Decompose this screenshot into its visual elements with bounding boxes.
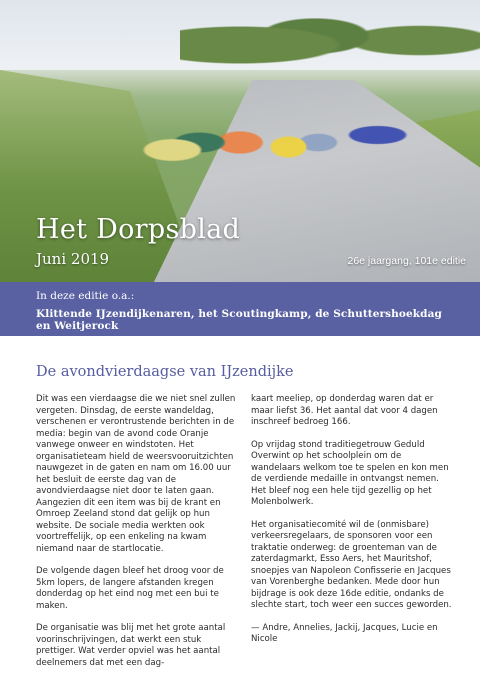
contents-band [0,282,480,336]
contents-label: In deze editie o.a.: [36,290,135,302]
cover-photo [0,0,480,282]
article-signature: — Andre, Annelies, Jackij, Jacques, Lucie en Nicole [251,622,438,644]
paragraph: Het organisatiecomité wil de (onmisbare) verkeersregelaars, de sponsoren voor een traktatie onderweg: de groenteman van de zaterdagmarkt, Esso Aers, het Mauritshof, snoepjes van Napoleon Confisserie en Jacques van Vorenberghe bedanken. Mede door hun bijdrage is ook deze 16de editie, ondanks de slechte start, toch weer een succes geworden. [251,519,452,610]
magazine-title: Het Dorpsblad [36,214,241,245]
paragraph: De organisatie was blij met het grote aantal voorinschrijvingen, dat werkt een stuk prettiger. Wat verder opviel was het aantal deelnemers dat met een dag- [36,623,226,668]
paragraph: Op vrijdag stond traditiegetrouw Geduld Overwint op het schoolplein om de wandelaars welkom toe te spelen en kon men de verdiende medaille in ontvangst nemen. Het bleef nog een hele tijd gezellig op het Molenbolwerk. [251,439,449,507]
article-body [36,394,452,677]
article-title: De avondvierdaagse van IJzendijke [36,364,294,380]
contents-topics: Klittende IJzendijkenaren, het Scoutingkamp, de Schuttershoekdag en Weitjerock [36,308,442,332]
paragraph: kaart meeliep, op donderdag waren dat er maar liefst 36. Het aantal dat voor 4 dagen inschreef bedroeg 166. [251,394,438,427]
paragraph: Dit was een vierdaagse die we niet snel zullen vergeten. Dinsdag, de eerste wandeldag, verschenen er verontrustende berichten in de media: begin van de avond code Oranje vanwege onweer en windstoten. Het organisatieteam hield de weersvooruitzichten nauwgezet in de gaten en nam om 16.00 uur het besluit de eerste dag van de avondvierdaagse niet door te laten gaan. Aangezien dit een item was bij de krant en Omroep Zeeland stond dat gelijk op hun website. De sociale media werkten ook voortreffelijk, op een enkeling na kwam niemand naar de startlocatie. [36,394,236,554]
paragraph: De volgende dagen bleef het droog voor de 5km lopers, de langere afstanden kregen donderdag op het eind nog met een bui te maken. [36,566,224,611]
edition-info: 26e jaargang, 101e editie [347,255,466,267]
article-column-right [251,394,452,677]
cover-walkers [140,60,410,210]
issue-date: Juni 2019 [36,250,110,268]
article-column-left [36,394,237,677]
